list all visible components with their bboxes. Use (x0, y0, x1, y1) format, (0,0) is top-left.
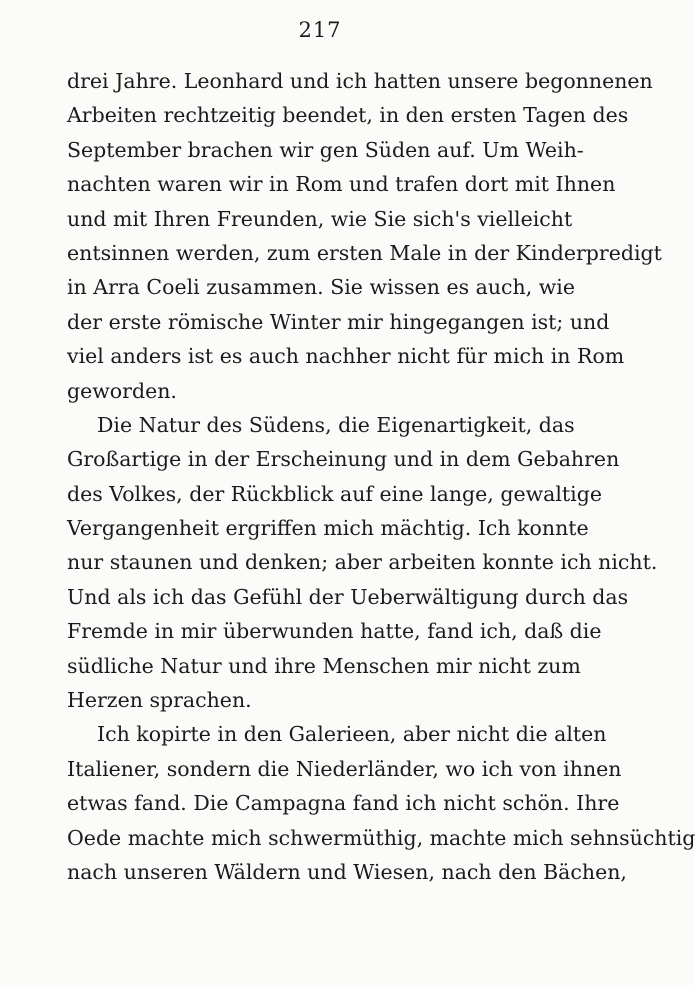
text-line: Italiener, sondern die Niederländer, wo ich von ihnen (67, 756, 622, 781)
paragraph-3 (67, 717, 695, 889)
text-line: Herzen sprachen. (67, 688, 252, 713)
text-line: in Arra Coeli zusammen. Sie wissen es auch, wie (67, 275, 575, 300)
text-line: nur staunen und denken; aber arbeiten konnte ich nicht. (67, 550, 658, 575)
text-line: nach unseren Wäldern und Wiesen, nach den Bächen, (67, 859, 627, 884)
text-line: Oede machte mich schwermüthig, machte mich sehnsüchtig (67, 825, 695, 850)
text-line: Großartige in der Erscheinung und in dem Gebahren (67, 447, 620, 472)
text-line: geworden. (67, 378, 177, 403)
text-line: und mit Ihren Freunden, wie Sie sich's vielleicht (67, 206, 573, 231)
paragraph-1 (67, 64, 662, 408)
text-line: des Volkes, der Rückblick auf eine lange, gewaltige (67, 481, 602, 506)
text-line: Arbeiten rechtzeitig beendet, in den ersten Tagen des (67, 103, 629, 128)
text-line: Und als ich das Gefühl der Ueberwältigung durch das (67, 584, 629, 609)
paragraph-2 (67, 408, 658, 718)
text-line: Ich kopirte in den Galerieen, aber nicht die alten (97, 722, 607, 747)
text-line: nachten waren wir in Rom und trafen dort mit Ihnen (67, 172, 616, 197)
text-line: Die Natur des Südens, die Eigenartigkeit, das (97, 412, 575, 437)
text-line: südliche Natur und ihre Menschen mir nicht zum (67, 653, 581, 678)
text-line: Vergangenheit ergriffen mich mächtig. Ich konnte (67, 516, 589, 541)
text-line: der erste römische Winter mir hingegangen ist; und (67, 309, 610, 334)
text-line: viel anders ist es auch nachher nicht für mich in Rom (67, 344, 625, 369)
page-number: 217 (298, 18, 342, 42)
text-line: entsinnen werden, zum ersten Male in der Kinderpredigt (67, 240, 662, 265)
text-line: September brachen wir gen Süden auf. Um Weih- (67, 137, 584, 162)
body-text (67, 64, 695, 889)
text-line: Fremde in mir überwunden hatte, fand ich, daß die (67, 619, 602, 644)
text-line: etwas fand. Die Campagna fand ich nicht schön. Ihre (67, 791, 620, 816)
text-line: drei Jahre. Leonhard und ich hatten unsere begonnenen (67, 69, 653, 93)
